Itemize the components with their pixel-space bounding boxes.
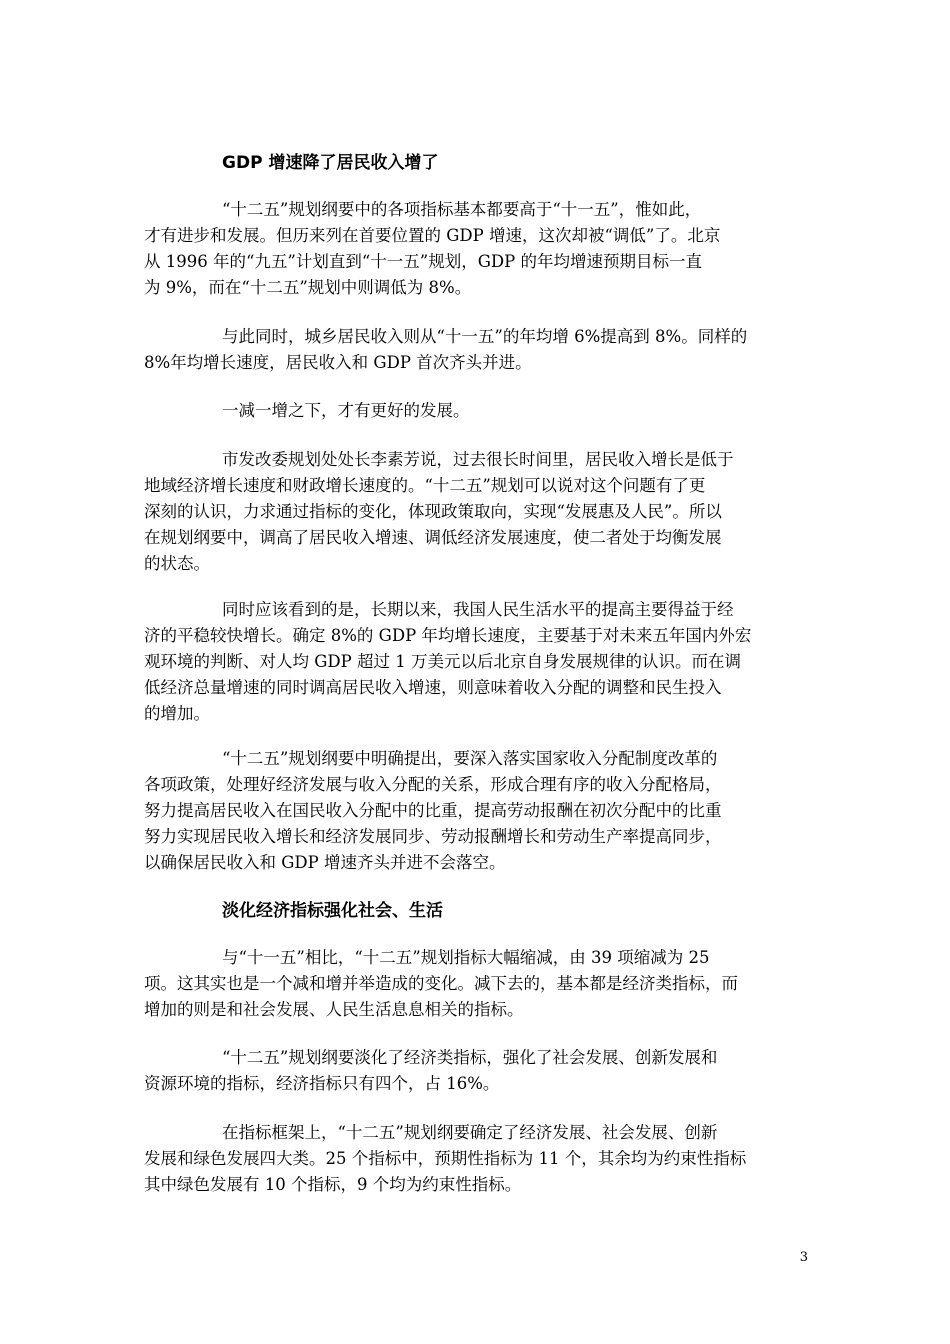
text-line: 一减一增之下，才有更好的发展。 bbox=[222, 401, 470, 420]
text-line: 深刻的认识，力求通过指标的变化，体现政策取向，实现“发展惠及人民”。所以 bbox=[144, 502, 722, 521]
paragraph bbox=[144, 1120, 814, 1198]
text-line: 同时应该看到的是，长期以来，我国人民生活水平的提高主要得益于经 bbox=[222, 600, 734, 619]
section-heading-indicators: 淡化经济指标强化社会、生活 bbox=[222, 901, 443, 921]
paragraph bbox=[144, 746, 814, 876]
paragraph bbox=[144, 398, 814, 424]
paragraph bbox=[144, 197, 814, 301]
text-line: 的增加。 bbox=[144, 704, 210, 723]
text-line: 各项政策，处理好经济发展与收入分配的关系，形成合理有序的收入分配格局， bbox=[144, 775, 722, 794]
text-line: 增加的则是和社会发展、人民生活息息相关的指标。 bbox=[144, 1000, 524, 1019]
paragraph bbox=[144, 597, 814, 727]
paragraph bbox=[144, 945, 814, 1023]
section-heading-gdp: GDP 增速降了居民收入增了 bbox=[222, 153, 439, 173]
text-line: 其中绿色发展有 10 个指标，9 个均为约束性指标。 bbox=[144, 1175, 522, 1194]
paragraph bbox=[144, 1045, 814, 1097]
text-line: 市发改委规划处处长李素芳说，过去很长时间里，居民收入增长是低于 bbox=[222, 450, 734, 469]
text-line: 努力实现居民收入增长和经济发展同步、劳动报酬增长和劳动生产率提高同步， bbox=[144, 827, 722, 846]
text-line: 努力提高居民收入在国民收入分配中的比重，提高劳动报酬在初次分配中的比重 bbox=[144, 801, 722, 820]
text-line: 资源环境的指标，经济指标只有四个，占 16%。 bbox=[144, 1074, 500, 1093]
text-line: 从 1996 年的“九五”计划直到“十一五”规划，GDP 的年均增速预期目标一直 bbox=[144, 252, 702, 271]
text-line: “十二五”规划纲要中明确提出，要深入落实国家收入分配制度改革的 bbox=[222, 749, 718, 768]
text-line: 在规划纲要中，调高了居民收入增速、调低经济发展速度，使二者处于均衡发展 bbox=[144, 528, 722, 547]
text-line: 济的平稳较快增长。确定 8%的 GDP 年均增长速度，主要基于对未来五年国内外宏 bbox=[144, 626, 752, 645]
paragraph bbox=[144, 447, 814, 577]
text-line: “十二五”规划纲要淡化了经济类指标，强化了社会发展、创新发展和 bbox=[222, 1048, 718, 1067]
page-number: 3 bbox=[799, 1250, 808, 1265]
text-line: 8%年均增长速度，居民收入和 GDP 首次齐头并进。 bbox=[144, 353, 532, 372]
text-line: 项。这其实也是一个减和增并举造成的变化。减下去的，基本都是经济类指标，而 bbox=[144, 974, 738, 993]
text-line: 与“十一五”相比，“十二五”规划指标大幅缩减，由 39 项缩减为 25 bbox=[222, 948, 710, 967]
text-line: 为 9%，而在“十二五”规划中则调低为 8%。 bbox=[144, 278, 472, 297]
text-line: 观环境的判断、对人均 GDP 超过 1 万美元以后北京自身发展规律的认识。而在调 bbox=[144, 652, 741, 671]
text-line: 低经济总量增速的同时调高居民收入增速，则意味着收入分配的调整和民生投入 bbox=[144, 678, 722, 697]
text-line: 地域经济增长速度和财政增长速度的。“十二五”规划可以说对这个问题有了更 bbox=[144, 476, 706, 495]
paragraph bbox=[144, 324, 814, 376]
text-line: “十二五”规划纲要中的各项指标基本都要高于“十一五”，惟如此， bbox=[222, 200, 702, 219]
text-line: 在指标框架上，“十二五”规划纲要确定了经济发展、社会发展、创新 bbox=[222, 1123, 718, 1142]
text-line: 发展和绿色发展四大类。25 个指标中，预期性指标为 11 个，其余均为约束性指标 bbox=[144, 1149, 747, 1168]
text-line: 才有进步和发展。但历来列在首要位置的 GDP 增速，这次却被“调低”了。北京 bbox=[144, 226, 721, 245]
text-line: 的状态。 bbox=[144, 554, 210, 573]
text-line: 与此同时，城乡居民收入则从“十一五”的年均增 6%提高到 8%。同样的 bbox=[222, 327, 748, 346]
text-line: 以确保居民收入和 GDP 增速齐头并进不会落空。 bbox=[144, 853, 506, 872]
